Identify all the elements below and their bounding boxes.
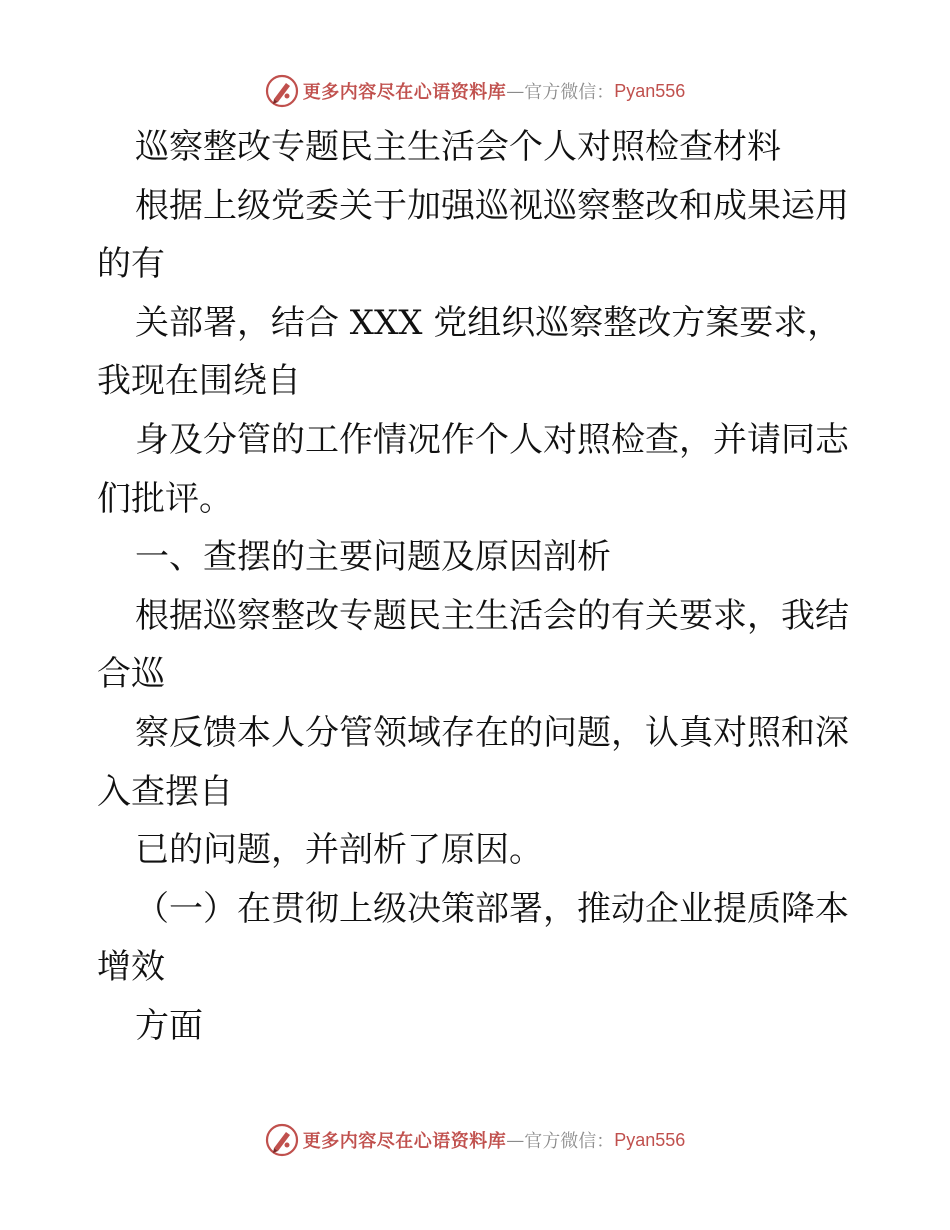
text-line: 方面 xyxy=(135,1005,203,1046)
document-body xyxy=(97,118,857,1056)
pen-logo-icon xyxy=(265,1123,299,1157)
banner-title: 更多内容尽在心语资料库 xyxy=(302,1131,507,1152)
text-line: 关部署，结合 XXX 党组织巡察整改方案要求， xyxy=(135,302,842,343)
text-line: 身及分管的工作情况作个人对照检查，并请同志 xyxy=(135,419,849,460)
banner-wechat-label: 官方微信： xyxy=(524,1131,615,1152)
banner-title: 更多内容尽在心语资料库 xyxy=(302,82,507,103)
footer-banner xyxy=(0,1120,950,1160)
section-heading: 一、查摆的主要问题及原因剖析 xyxy=(135,537,611,578)
header-banner xyxy=(0,71,950,111)
text-line: 根据巡察整改专题民主生活会的有关要求，我结 xyxy=(135,595,849,636)
pen-logo-icon xyxy=(265,74,299,108)
banner-dash: — xyxy=(506,80,525,102)
subsection-heading: （一）在贯彻上级决策部署，推动企业提质降本 xyxy=(135,888,849,929)
text-line: 合巡 xyxy=(97,654,165,695)
text-line: 已的问题，并剖析了原因。 xyxy=(135,830,543,871)
text-line: 增效 xyxy=(97,947,165,988)
text-line: 们批评。 xyxy=(97,478,233,519)
document-title: 巡察整改专题民主生活会个人对照检查材料 xyxy=(135,127,781,167)
text-line: 的有 xyxy=(97,244,165,285)
banner-wechat-id: Pyan556 xyxy=(614,1129,686,1150)
banner-wechat-id: Pyan556 xyxy=(614,80,686,101)
text-line: 根据上级党委关于加强巡视巡察整改和成果运用 xyxy=(135,185,849,226)
text-line: 入查摆自 xyxy=(97,771,233,812)
banner-dash: — xyxy=(506,1129,525,1151)
text-line: 我现在围绕自 xyxy=(97,361,301,402)
text-line: 察反馈本人分管领域存在的问题，认真对照和深 xyxy=(135,712,849,753)
banner-wechat-label: 官方微信： xyxy=(524,82,615,103)
